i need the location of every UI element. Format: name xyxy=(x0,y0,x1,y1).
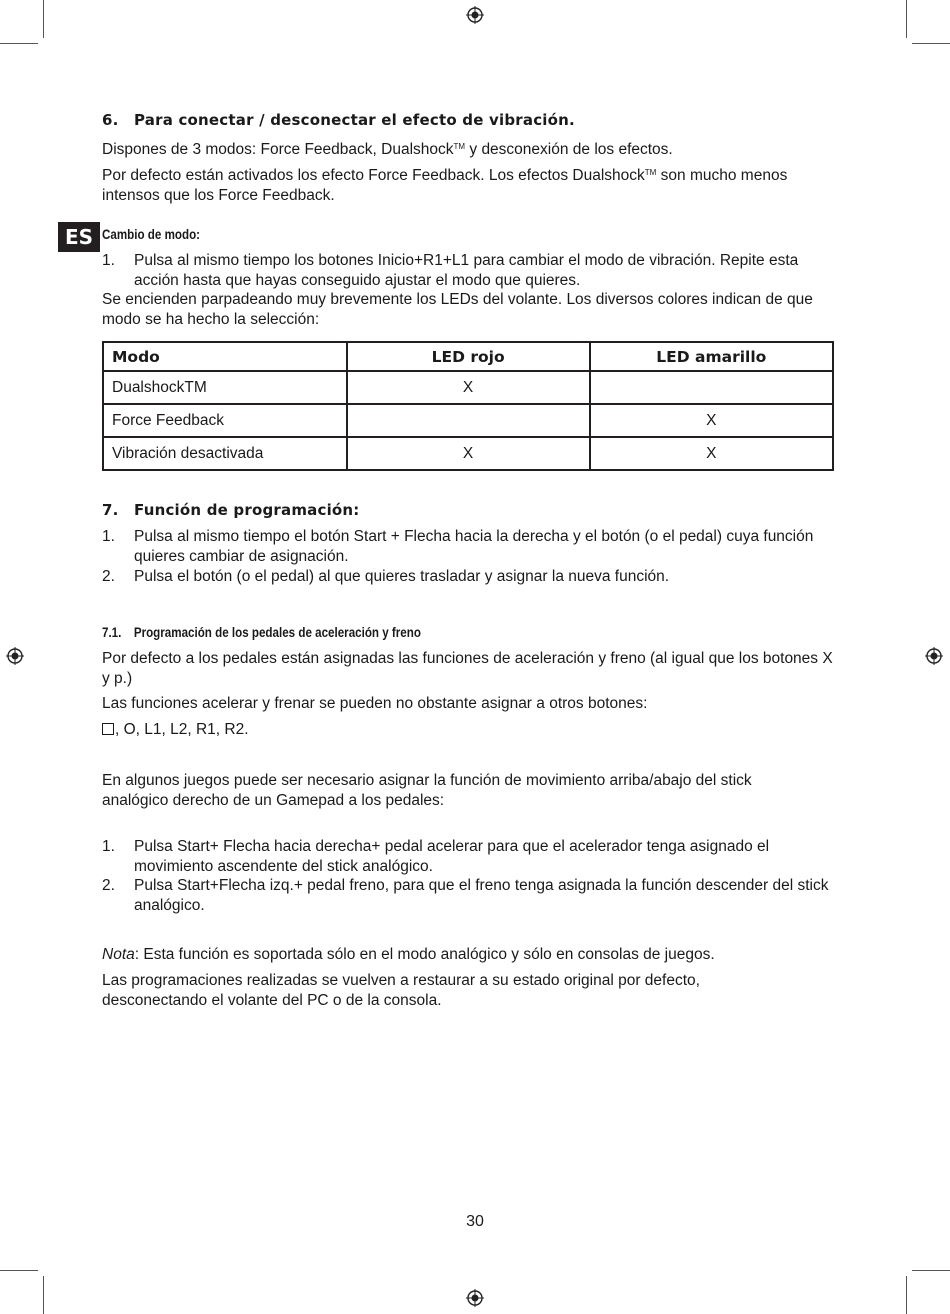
table-cell: X xyxy=(590,404,833,437)
table-header: Modo xyxy=(103,342,347,371)
page-number: 30 xyxy=(466,1213,484,1230)
trademark-mark: TM xyxy=(644,168,657,177)
section-7-1-paragraph-3: En algunos juegos puede ser necesario asignar la función de movimiento arriba/abajo del stick analógico derecho de un Gamepad a los pedales: xyxy=(102,772,752,809)
button-list: , O, L1, L2, R1, R2. xyxy=(102,720,837,740)
section-6-number: 6. xyxy=(102,111,119,129)
crop-mark xyxy=(906,0,907,38)
mode-table xyxy=(102,341,834,471)
crop-mark xyxy=(912,43,950,44)
crop-mark xyxy=(43,1276,44,1314)
table-cell: Vibración desactivada xyxy=(103,437,347,470)
table-cell xyxy=(347,404,590,437)
crop-mark xyxy=(912,1270,950,1271)
table-cell: X xyxy=(590,437,833,470)
section-7-title: Función de programación: xyxy=(134,501,360,519)
section-7-1-title: Programación de los pedales de aceleración y freno xyxy=(133,625,421,640)
table-header-row xyxy=(103,342,833,371)
section-7-1-paragraph-2: Las funciones acelerar y frenar se pueden no obstante asignar a otros botones: xyxy=(102,695,648,712)
crop-mark xyxy=(0,1270,38,1271)
section-6-paragraph-1: Dispones de 3 modos: Force Feedback, Dualshock™ y desconexión de los efectos. xyxy=(102,141,673,158)
list-item: 1. Pulsa al mismo tiempo los botones Inicio+R1+L1 para cambiar el modo de vibración. Repite esta acción hasta que hayas conseguido ajustar el modo que quieres. xyxy=(102,252,799,289)
registration-mark-icon xyxy=(466,6,484,24)
section-6-heading xyxy=(102,111,575,129)
section-7-1-heading xyxy=(102,625,421,640)
table-header: LED rojo xyxy=(347,342,590,371)
note-paragraph: Nota: Esta función es soportada sólo en el modo analógico y sólo en consolas de juegos. xyxy=(102,946,715,963)
section-7-heading xyxy=(102,501,360,519)
square-button-icon xyxy=(102,723,114,735)
section-6-paragraph-3: Se encienden parpadeando muy brevemente los LEDs del volante. Los diversos colores indican de que modo se ha hecho la selección: xyxy=(102,291,813,328)
language-tab: ES xyxy=(58,222,100,252)
table-cell: DualshockTM xyxy=(103,371,347,404)
table-cell: Force Feedback xyxy=(103,404,347,437)
section-7-1-paragraph-4: Las programaciones realizadas se vuelven a restaurar a su estado original por defecto, desconectando el volante del PC o de la consola. xyxy=(102,972,700,1009)
list-item: 1. Pulsa al mismo tiempo el botón Start + Flecha hacia la derecha y el botón (o el pedal) cuya función quieres cambiar de asignación. xyxy=(102,528,814,565)
section-6-title: Para conectar / desconectar el efecto de vibración. xyxy=(134,111,575,129)
table-cell: X xyxy=(347,437,590,470)
crop-mark xyxy=(0,43,38,44)
table-header: LED amarillo xyxy=(590,342,833,371)
registration-mark-icon xyxy=(925,647,943,665)
section-7-number: 7. xyxy=(102,501,119,519)
table-row xyxy=(103,437,833,470)
list-item: 2. Pulsa Start+Flecha izq.+ pedal freno, para que el freno tenga asignada la función descender del stick analógico. xyxy=(102,877,829,914)
table-row xyxy=(103,371,833,404)
list-item: 2. Pulsa el botón (o el pedal) al que quieres trasladar y asignar la nueva función. xyxy=(102,568,670,585)
crop-mark xyxy=(43,0,44,38)
section-6-subheading: Cambio de modo: xyxy=(102,227,201,242)
section-7-1-paragraph-1: Por defecto a los pedales están asignadas las funciones de aceleración y freno (al igual que los botones X y p.) xyxy=(102,650,833,687)
note-label: Nota xyxy=(102,946,135,963)
table-cell xyxy=(590,371,833,404)
trademark-mark: TM xyxy=(453,142,466,151)
registration-mark-icon xyxy=(466,1289,484,1307)
registration-mark-icon xyxy=(6,647,24,665)
section-7-1-number: 7.1. xyxy=(102,625,122,640)
table-row xyxy=(103,404,833,437)
table-cell: X xyxy=(347,371,590,404)
section-6-paragraph-2: Por defecto están activados los efecto Force Feedback. Los efectos Dualshock™ son mucho menos intensos que los Force Feedback. xyxy=(102,167,788,204)
list-item: 1. Pulsa Start+ Flecha hacia derecha+ pedal acelerar para que el acelerador tenga asignado el movimiento ascendente del stick analógico. xyxy=(102,838,770,875)
crop-mark xyxy=(906,1276,907,1314)
